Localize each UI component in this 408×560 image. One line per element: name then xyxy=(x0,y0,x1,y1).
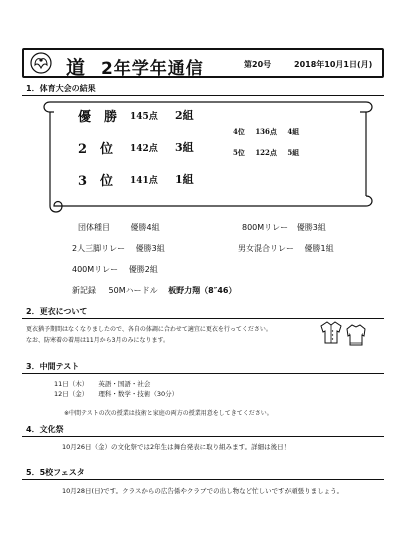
midterm-day2-subjects: 理科・数学・技術（30分） xyxy=(98,390,179,398)
rank-3-score: 141点 xyxy=(130,176,158,186)
event-three-legged-result: 優勝3組 xyxy=(135,244,165,253)
school-emblem-icon xyxy=(30,52,52,74)
rank-2-label: 2 位 xyxy=(78,142,114,157)
rank-5-label: 5位 xyxy=(233,148,245,157)
newsletter-header xyxy=(22,48,384,78)
midterm-day2 xyxy=(54,389,178,398)
event-three-legged-relay xyxy=(72,243,165,254)
rank-4-score: 136点 xyxy=(255,127,277,136)
issue-number: 第20号 xyxy=(244,60,272,69)
midterm-note: ※中間テストの次の授業は技術と家庭の両方の授業用意をしてきてください。 xyxy=(64,410,273,417)
event-mixed-result: 優勝1組 xyxy=(304,244,334,253)
new-record-label: 新記録 xyxy=(72,286,96,295)
new-record xyxy=(72,285,236,296)
event-mixed-label: 男女混合リレー xyxy=(238,244,294,253)
event-mixed-relay xyxy=(238,243,334,254)
section-culture-festival-title: 4．文化祭 xyxy=(26,425,64,434)
rank-3-class: 1組 xyxy=(175,173,194,186)
event-three-legged-label: 2人三脚リレー xyxy=(72,244,126,253)
rank-1-class: 2組 xyxy=(175,109,194,122)
title-text: 2年学年通信 xyxy=(100,59,204,79)
rank-2-class: 3組 xyxy=(175,141,194,154)
section-midterm-title: 3．中間テスト xyxy=(26,362,80,371)
event-800m-label: 800Mリレー xyxy=(242,223,289,232)
event-team-label: 団体種目 xyxy=(78,223,110,232)
rank-1-label: 優 勝 xyxy=(78,110,118,125)
rank-4-row xyxy=(233,127,299,137)
rank-5-score: 122点 xyxy=(255,148,277,157)
five-school-fest-text: 10月28日(日)です。クラスからの広告係やクラブでの出し物など忙しいですが頑張りましょう。 xyxy=(62,487,344,495)
title-kanji: 道 xyxy=(66,57,87,79)
midterm-day2-date: 12日（金） xyxy=(54,390,89,398)
section-divider xyxy=(22,436,384,437)
sweater-icon xyxy=(345,322,367,348)
uniform-text-line2: なお、防寒着の着用は11月から3月のみになります。 xyxy=(26,337,169,344)
rank-4-class: 4組 xyxy=(287,127,300,136)
rank-1-score: 145点 xyxy=(130,112,158,122)
new-record-event: 50Mハードル xyxy=(108,286,158,295)
rank-2-score: 142点 xyxy=(130,144,158,154)
event-800m-relay xyxy=(242,222,326,233)
event-800m-result: 優勝3組 xyxy=(296,223,326,232)
section-sports-day-title: 1．体育大会の結果 xyxy=(26,84,96,93)
newsletter-title xyxy=(66,53,204,80)
new-record-holder: 板野力翔（8″46） xyxy=(168,286,237,295)
rank-4-label: 4位 xyxy=(233,127,245,136)
midterm-day1 xyxy=(54,379,150,388)
section-divider xyxy=(22,373,384,374)
culture-festival-text: 10月26日（金）の文化祭では2年生は舞台発表に取り組みます。詳細は後日！ xyxy=(62,443,291,451)
uniform-text-line1: 更衣猶予期間はなくなりましたので、各自の体調に合わせて適宜に更衣を行ってください。 xyxy=(26,326,272,333)
coat-icon xyxy=(318,319,344,345)
section-divider xyxy=(22,479,384,480)
rank-5-class: 5組 xyxy=(287,148,300,157)
midterm-day1-date: 11日（木） xyxy=(54,380,89,388)
rank-5-row xyxy=(233,148,299,158)
section-five-school-fest-title: 5．5校フェスタ xyxy=(26,468,85,477)
section-uniform-title: 2．更衣について xyxy=(26,307,88,316)
event-400m-relay xyxy=(72,264,158,275)
rank-3-label: 3 位 xyxy=(78,174,114,189)
event-team-result: 優勝4組 xyxy=(130,223,160,232)
event-400m-label: 400Mリレー xyxy=(72,265,119,274)
event-400m-result: 優勝2組 xyxy=(128,265,158,274)
midterm-day1-subjects: 英語・国語・社会 xyxy=(98,380,151,388)
event-team xyxy=(78,222,160,233)
issue-date: 2018年10月1日(月) xyxy=(294,60,373,69)
